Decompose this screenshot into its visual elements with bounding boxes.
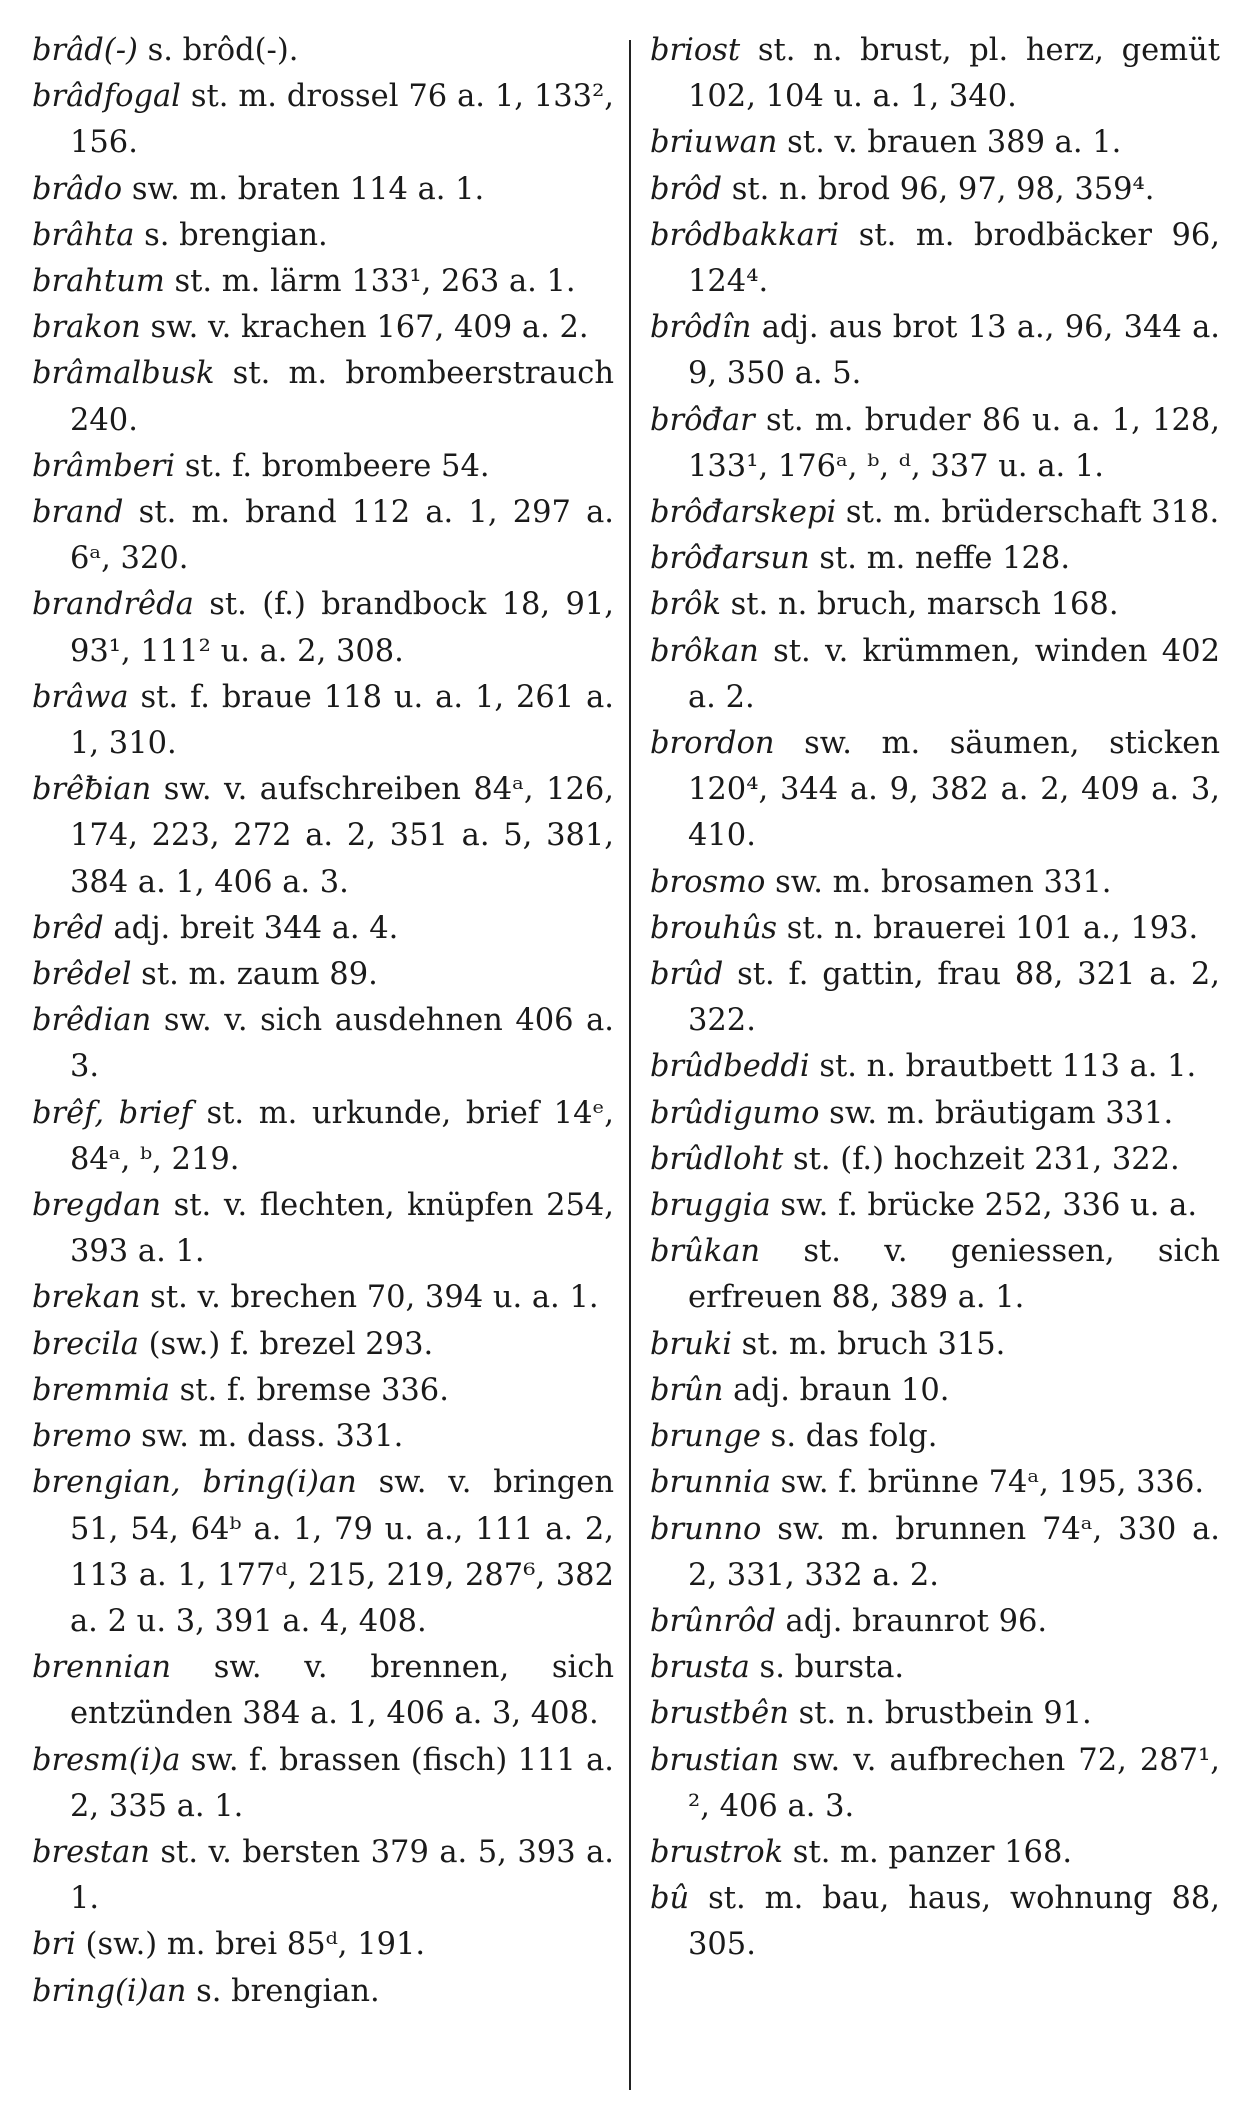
dictionary-entry	[32, 444, 614, 490]
dictionary-entry	[32, 1969, 614, 2015]
headword: brestan	[32, 1834, 150, 1870]
headword: brustian	[650, 1742, 780, 1778]
entry-body: st. v. brauen 389 a. 1.	[777, 125, 1122, 161]
entry-body: st. m. brüderschaft 318.	[836, 495, 1220, 531]
dictionary-entry	[650, 28, 1220, 120]
dictionary-entry	[650, 1414, 1220, 1460]
entry-body: st. n. brustbein 91.	[788, 1696, 1092, 1732]
dictionary-entry	[650, 490, 1220, 536]
headword: brêƀian	[32, 772, 152, 808]
dictionary-entry	[32, 767, 614, 906]
dictionary-entry	[32, 1183, 614, 1275]
headword: brekan	[32, 1280, 141, 1316]
headword: brunnia	[650, 1465, 771, 1501]
entry-body: st. f. bremse 336.	[169, 1372, 449, 1408]
entry-body: adj. aus brot 13 a., 96, 344 a. 9, 350 a. 5.	[688, 310, 1220, 392]
headword: brâmberi	[32, 448, 176, 484]
headword: brâhta	[32, 217, 135, 253]
dictionary-entry	[32, 1830, 614, 1922]
entry-body: s. brengian.	[134, 217, 328, 253]
dictionary-entry	[650, 1645, 1220, 1691]
dictionary-entry	[650, 860, 1220, 906]
entry-body: st. n. brauerei 101 a., 193.	[777, 910, 1199, 946]
entry-body: st. v. flechten, knüpfen 254, 393 a. 1.	[70, 1188, 614, 1270]
entry-body: st. m. bau, haus, wohnung 88, 305.	[688, 1881, 1220, 1963]
headword: brêd	[32, 910, 104, 946]
dictionary-entry	[32, 167, 614, 213]
dictionary-entry	[32, 582, 614, 674]
headword: brouhûs	[650, 910, 778, 946]
dictionary-entry	[650, 906, 1220, 952]
entry-body: sw. m. brosamen 331.	[765, 864, 1112, 900]
entry-body: st. n. bruch, marsch 168.	[720, 587, 1119, 623]
left-column	[32, 28, 614, 2015]
dictionary-entry	[650, 582, 1220, 628]
dictionary-entry	[650, 1738, 1220, 1830]
dictionary-entry	[650, 1091, 1220, 1137]
entry-body: st. m. panzer 168.	[783, 1834, 1073, 1870]
dictionary-entry	[650, 1460, 1220, 1506]
dictionary-entry	[32, 490, 614, 582]
entry-body: sw. v. aufschreiben 84ᵃ, 126, 174, 223, 272 a. 2, 351 a. 5, 381, 384 a. 1, 406 a. 3.	[70, 772, 614, 900]
dictionary-entry	[650, 536, 1220, 582]
dictionary-entry	[650, 721, 1220, 860]
headword: brunge	[650, 1419, 761, 1455]
headword: bruggia	[650, 1188, 771, 1224]
dictionary-entry	[32, 28, 614, 74]
entry-body: st. m. brand 112 a. 1, 297 a. 6ᵃ, 320.	[70, 495, 614, 577]
dictionary-entry	[32, 1645, 614, 1737]
entry-body: st. v. krümmen, winden 402 a. 2.	[688, 633, 1220, 715]
headword: brûdbeddi	[650, 1049, 810, 1085]
headword: brordon	[650, 726, 775, 762]
entry-body: adj. breit 344 a. 4.	[103, 910, 399, 946]
headword: brôkan	[650, 633, 759, 669]
entry-body: sw. f. brücke 252, 336 u. a.	[770, 1188, 1198, 1224]
dictionary-entry	[32, 998, 614, 1090]
entry-body: s. bursta.	[749, 1650, 905, 1686]
headword: brecila	[32, 1326, 139, 1362]
dictionary-entry	[650, 1368, 1220, 1414]
headword: brôdbakkari	[650, 217, 840, 253]
headword: briuwan	[650, 125, 778, 161]
entry-body: st. v. bersten 379 a. 5, 393 a. 1.	[70, 1834, 614, 1917]
dictionary-entry	[650, 1876, 1220, 1968]
headword: brêdian	[32, 1003, 152, 1039]
headword: brustrok	[650, 1834, 784, 1870]
dictionary-entry	[32, 305, 614, 351]
headword: brôd	[650, 171, 722, 207]
right-column	[650, 28, 1220, 1969]
headword: brâdo	[32, 171, 123, 207]
headword: brôk	[650, 587, 721, 623]
headword: bri	[32, 1927, 76, 1963]
dictionary-entry	[650, 1322, 1220, 1368]
dictionary-entry	[32, 1414, 614, 1460]
headword: bû	[650, 1881, 690, 1917]
headword: brûd	[650, 957, 724, 993]
entry-body: sw. f. brassen (fisch) 111 a. 2, 335 a. 1.	[70, 1742, 614, 1824]
entry-body: s. brengian.	[186, 1973, 380, 2009]
headword: bremo	[32, 1419, 132, 1455]
headword: brôđar	[650, 402, 755, 438]
entry-body: st. m. neffe 128.	[809, 541, 1071, 577]
entry-body: st. (f.) hochzeit 231, 322.	[783, 1141, 1180, 1177]
entry-body: sw. v. krachen 167, 409 a. 2.	[140, 310, 589, 346]
entry-body: st. m. lärm 133¹, 263 a. 1.	[164, 264, 576, 300]
dictionary-entry	[650, 398, 1220, 490]
dictionary-entry	[650, 1830, 1220, 1876]
headword: brûnrôd	[650, 1603, 776, 1639]
headword: bresm(i)a	[32, 1742, 181, 1778]
dictionary-entry	[650, 1183, 1220, 1229]
dictionary-entry	[650, 629, 1220, 721]
entry-body: st. v. brechen 70, 394 u. a. 1.	[140, 1280, 599, 1316]
headword: brunno	[650, 1511, 762, 1547]
headword: brand	[32, 495, 124, 531]
headword: brandrêda	[32, 587, 194, 623]
dictionary-entry	[650, 1044, 1220, 1090]
entry-body: st. f. braue 118 u. a. 1, 261 a. 1, 310.	[70, 679, 614, 762]
headword: brakon	[32, 310, 141, 346]
dictionary-entry	[650, 1229, 1220, 1321]
headword: brustbên	[650, 1696, 789, 1732]
dictionary-entry	[32, 906, 614, 952]
headword: brôđarskepi	[650, 495, 837, 531]
dictionary-entry	[650, 1137, 1220, 1183]
headword: brengian, bring(i)an	[32, 1465, 357, 1501]
dictionary-entry	[32, 213, 614, 259]
column-divider	[629, 40, 631, 2090]
headword: brâdfogal	[32, 79, 181, 115]
entry-body: sw. m. braten 114 a. 1.	[122, 171, 485, 207]
headword: brûkan	[650, 1234, 761, 1270]
entry-body: s. das folg.	[760, 1419, 938, 1455]
entry-body: st. m. bruder 86 u. a. 1, 128, 133¹, 176ᵃ, ᵇ, ᵈ, 337 u. a. 1.	[688, 402, 1220, 484]
dictionary-entry	[32, 1460, 614, 1645]
entry-body: st. f. gattin, frau 88, 321 a. 2, 322.	[688, 957, 1220, 1039]
dictionary-entry	[32, 1368, 614, 1414]
entry-body: st. m. drossel 76 a. 1, 133², 156.	[70, 79, 614, 161]
headword: bruki	[650, 1326, 732, 1362]
headword: brôđarsun	[650, 541, 810, 577]
entry-body: adj. braun 10.	[723, 1372, 950, 1408]
headword: brennian	[32, 1650, 172, 1686]
entry-body: sw. m. bräutigam 331.	[819, 1095, 1174, 1131]
dictionary-entry	[32, 675, 614, 767]
dictionary-entry	[650, 305, 1220, 397]
dictionary-entry	[650, 1599, 1220, 1645]
dictionary-entry	[650, 1507, 1220, 1599]
headword: brosmo	[650, 864, 766, 900]
headword: bring(i)an	[32, 1973, 187, 2009]
entry-body: sw. v. brennen, sich entzünden 384 a. 1, 406 a. 3, 408.	[70, 1650, 614, 1732]
entry-body: sw. v. aufbrechen 72, 287¹, ², 406 a. 3.	[688, 1742, 1220, 1824]
entry-body: st. m. zaum 89.	[131, 957, 378, 993]
headword: brusta	[650, 1650, 750, 1686]
headword: bregdan	[32, 1188, 162, 1224]
entry-body: st. m. urkunde, brief 14ᵉ, 84ᵃ, ᵇ, 219.	[70, 1095, 614, 1177]
entry-body: sw. m. brunnen 74ᵃ, 330 a. 2, 331, 332 a. 2.	[688, 1511, 1220, 1593]
dictionary-entry	[32, 1275, 614, 1321]
headword: brôdîn	[650, 310, 752, 346]
entry-body: adj. braunrot 96.	[775, 1603, 1048, 1639]
entry-body: st. n. brod 96, 97, 98, 359⁴.	[722, 171, 1155, 207]
dictionary-entry	[32, 1738, 614, 1830]
headword: bremmia	[32, 1372, 170, 1408]
entry-body: st. m. brombeerstrauch 240.	[70, 356, 614, 438]
entry-body: sw. m. dass. 331.	[131, 1419, 404, 1455]
entry-body: sw. v. bringen 51, 54, 64ᵇ a. 1, 79 u. a., 111 a. 2, 113 a. 1, 177ᵈ, 215, 219, 287⁶, 382 a. 2 u. 3, 391 a. 4, 408.	[70, 1465, 615, 1639]
entry-body: (sw.) m. brei 85ᵈ, 191.	[75, 1927, 426, 1963]
entry-body: sw. f. brünne 74ᵃ, 195, 336.	[770, 1465, 1205, 1501]
dictionary-entry	[650, 167, 1220, 213]
headword: brêf, brief	[32, 1095, 192, 1131]
entry-body: sw. v. sich ausdehnen 406 a. 3.	[70, 1003, 614, 1085]
headword: brûn	[650, 1372, 724, 1408]
entry-body: (sw.) f. brezel 293.	[138, 1326, 434, 1362]
headword: brâwa	[32, 679, 129, 715]
entry-body: sw. m. säumen, sticken 120⁴, 344 a. 9, 382 a. 2, 409 a. 3, 410.	[688, 726, 1220, 854]
entry-body: st. (f.) brandbock 18, 91, 93¹, 111² u. a. 2, 308.	[70, 587, 614, 669]
dictionary-entry	[32, 74, 614, 166]
headword: brûdloht	[650, 1141, 784, 1177]
entry-body: st. n. brust, pl. herz, gemüt 102, 104 u. a. 1, 340.	[688, 33, 1220, 115]
headword: brûdigumo	[650, 1095, 820, 1131]
entry-body: st. v. geniessen, sich erfreuen 88, 389 a. 1.	[688, 1234, 1220, 1316]
entry-body: s. brôd(-).	[137, 33, 299, 68]
headword: brâd(-)	[32, 33, 138, 68]
dictionary-entry	[32, 1091, 614, 1183]
headword: brâmalbusk	[32, 356, 215, 392]
headword: briost	[650, 33, 741, 68]
dictionary-entry	[32, 259, 614, 305]
dictionary-entry	[650, 1691, 1220, 1737]
entry-body: st. m. brodbäcker 96, 124⁴.	[688, 217, 1220, 300]
dictionary-entry	[650, 213, 1220, 305]
headword: brêdel	[32, 957, 132, 993]
dictionary-entry	[32, 1922, 614, 1968]
headword: brahtum	[32, 264, 165, 300]
dictionary-entry	[32, 1322, 614, 1368]
dictionary-entry	[650, 952, 1220, 1044]
entry-body: st. n. brautbett 113 a. 1.	[809, 1049, 1197, 1085]
dictionary-entry	[32, 952, 614, 998]
entry-body: st. f. brombeere 54.	[175, 448, 490, 484]
dictionary-entry	[650, 120, 1220, 166]
dictionary-entry	[32, 351, 614, 443]
entry-body: st. m. bruch 315.	[731, 1326, 1006, 1362]
